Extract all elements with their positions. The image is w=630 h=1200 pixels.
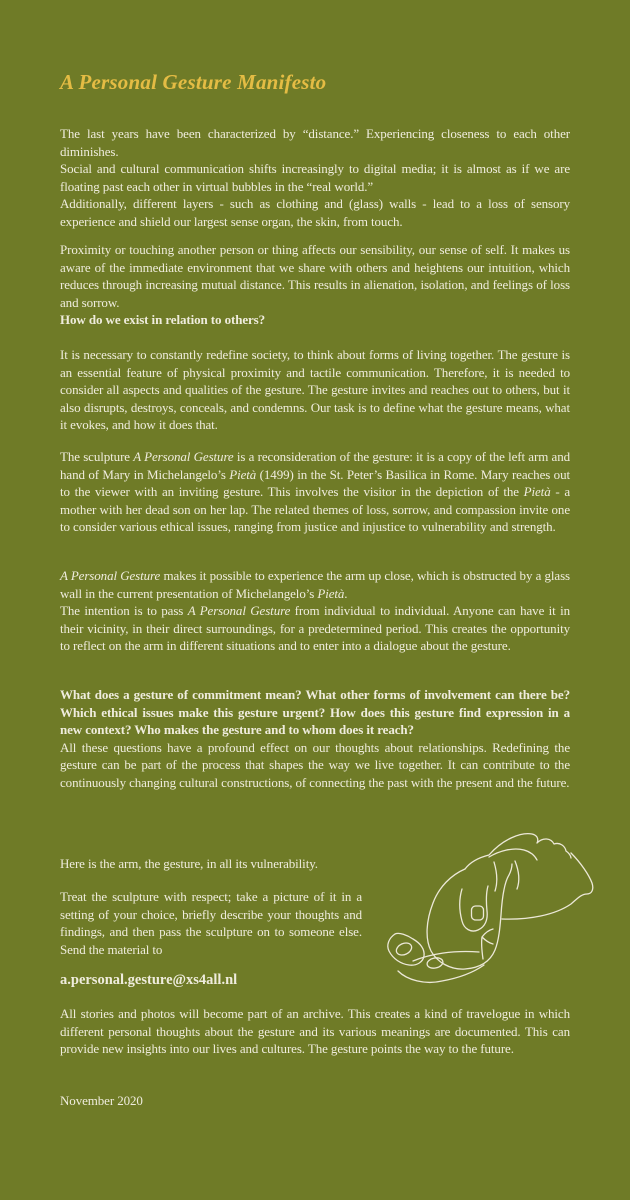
p-society: It is necessary to constantly redefine society, to think about forms of living together. The gesture is an essential feature of physical proximity and tactile communication. Therefore, it is needed to consider all aspects and qualities of the gesture. The gesture invites and reaches out to others, but it also disrupts, destroys, conceals, and condemns. Our task is to define what the gesture means, what it evokes, and how it does that. [60, 347, 570, 432]
p-here: Here is the arm, the gesture, in all its vulnerability. [60, 856, 318, 871]
p-questions: What does a gesture of commitment mean? What other forms of involvement can there be? Which ethical issues make this gesture urgent? How does this gesture find expression in a new context? Who makes the gesture and to whom does it reach? All these questions have a profound effect on our thoughts about relationships. Redefining the gesture can be part of the process that shapes the way we live together. It can contribute to the continuously changing cultural constructions, of connecting the past with the present and the future. [60, 687, 570, 790]
p-sculpture: The sculpture A Personal Gesture is a reconsideration of the gesture: it is a copy of the left arm and hand of Mary in Michelangelo’s Pietà (1499) in the St. Peter’s Basilica in Rome. Mary reaches out to the viewer with an inviting gesture. This involves the visitor in the depiction of the Pietà - a mother with her dead son on her lap. The related themes of loss, sorrow, and compassion invite one to consider various ethical issues, ranging from justice and injustice to vulnerability and strength. [60, 449, 570, 534]
hand-line-drawing-icon [385, 831, 600, 993]
p-archive: All stories and photos will become part of an archive. This creates a kind of travelogue in which different personal thoughts about the gesture and its various meanings are documented. This can provide new insights into our lives and cultures. The gesture points the way to the future. [60, 1006, 570, 1056]
p-distance: The last years have been characterized by “distance.” Experiencing closeness to each other diminishes. Social and cultural communication shifts increasingly to digital media; it is almost as if we are floating past each other in virtual bubbles in the “real world.” Additionally, different layers - such as clothing and (glass) walls - lead to a loss of sensory experience and shield our largest sense organ, the skin, from touch. [60, 126, 570, 229]
page-title: A Personal Gesture Manifesto [60, 70, 327, 94]
p-treat: Treat the sculpture with respect; take a picture of it in a setting of your choice, briefly describe your thoughts and findings, and then pass the sculpture on to someone else. Send the material to [60, 889, 362, 957]
p-date: November 2020 [60, 1093, 143, 1108]
p-email: a.personal.gesture@xs4all.nl [60, 972, 238, 988]
p-proximity: Proximity or touching another person or thing affects our sensibility, our sense of self. It makes us aware of the immediate environment that we share with others and heightens our intuition, which reduces through increasing mutual distance. This results in alienation, isolation, and feelings of loss and sorrow. How do we exist in relation to others? [60, 242, 570, 327]
p-experience: A Personal Gesture makes it possible to experience the arm up close, which is obstructed by a glass wall in the current presentation of Michelangelo’s Pietà. The intention is to pass A Personal Gesture from individual to individual. Anyone can have it in their vicinity, in their direct surroundings, for a predetermined period. This creates the opportunity to reflect on the arm in different situations and to enter into a dialogue about the gesture. [60, 568, 571, 653]
